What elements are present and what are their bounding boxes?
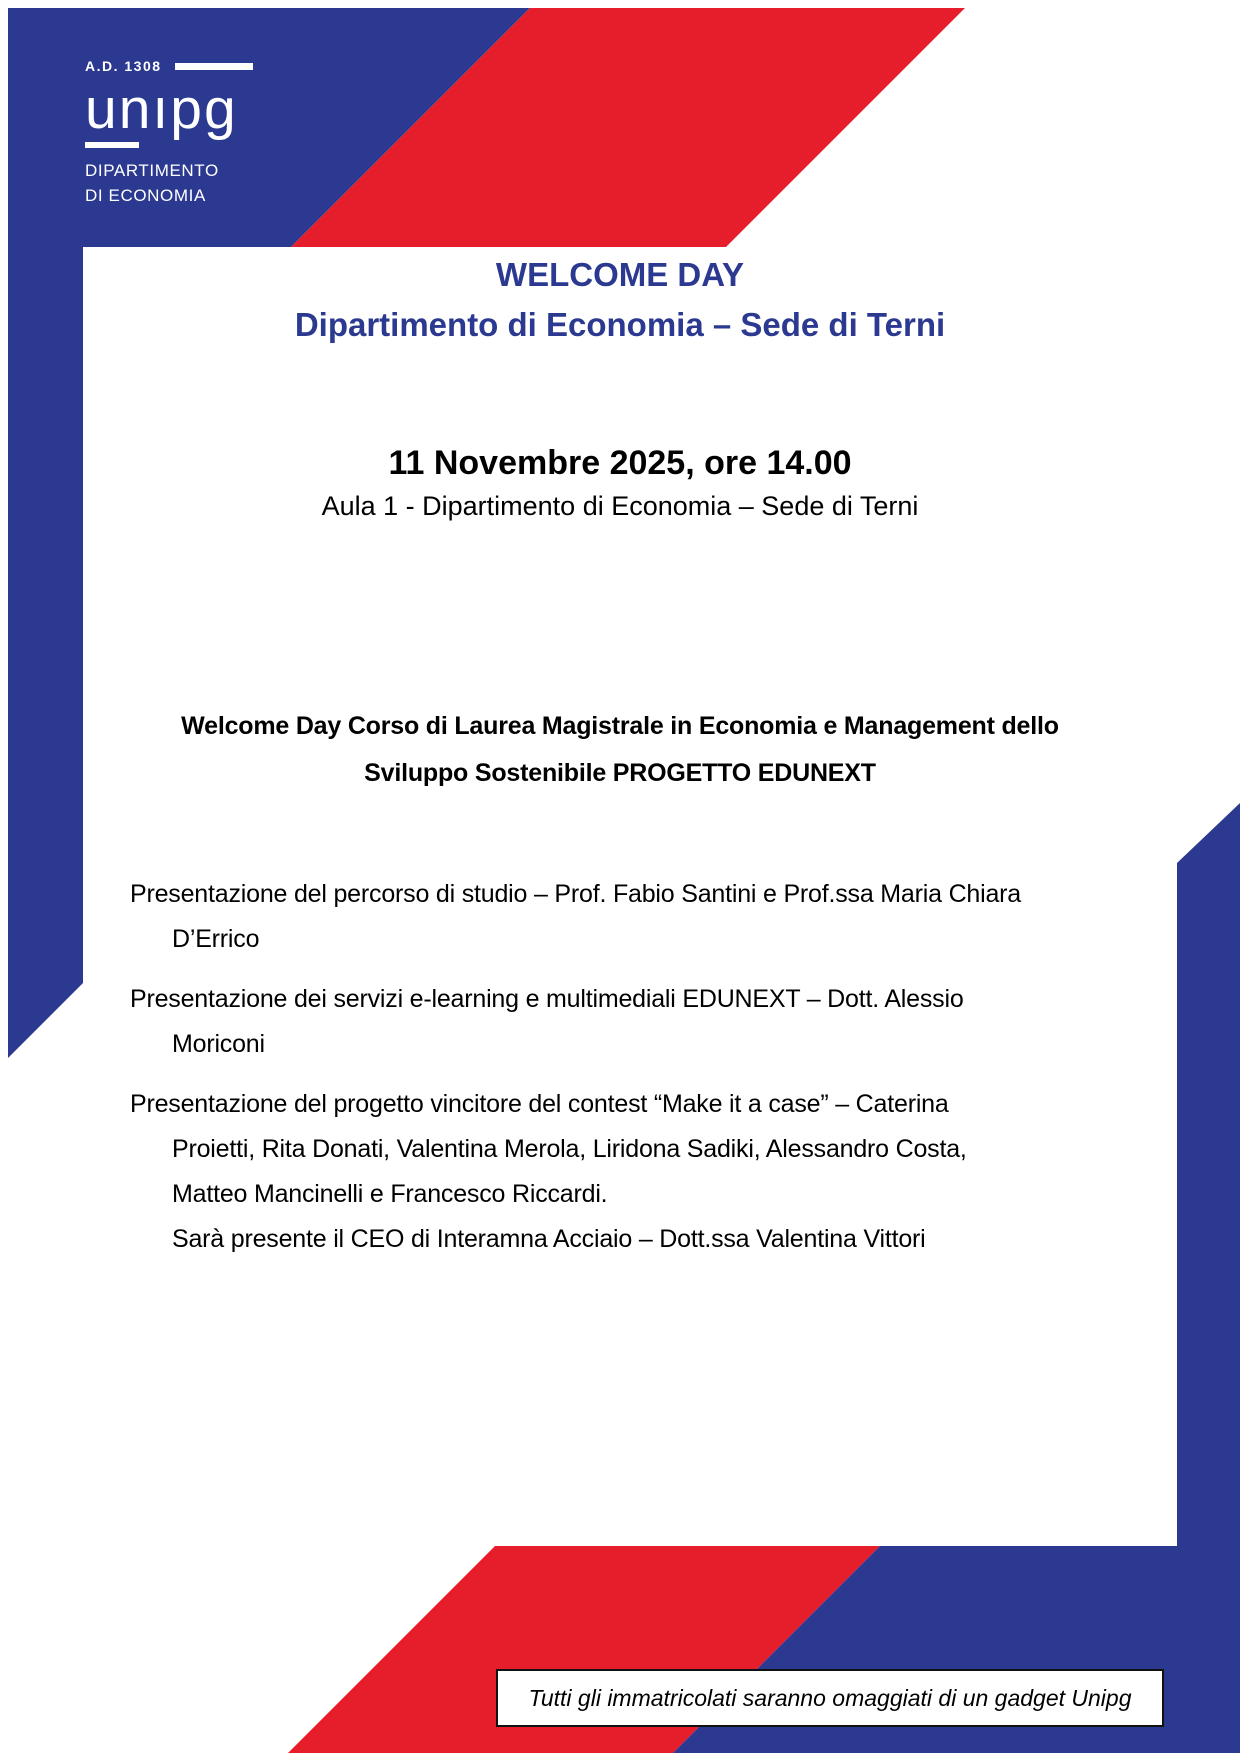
text-line: Presentazione dei servizi e-learning e multimediali EDUNEXT – Dott. Alessio [130, 985, 964, 1013]
text-line: Welcome Day Corso di Laurea Magistrale in Economia e Management dello [181, 712, 1059, 740]
logo-horizontal-bar [175, 63, 253, 70]
event-block [55, 440, 1185, 526]
text-line: Sarà presente il CEO di Interamna Acciaio – Dott.ssa Valentina Vittori [172, 1225, 926, 1253]
logo-department-line2: DI ECONOMIA [85, 186, 206, 205]
logo-era-text: A.D. 1308 [85, 58, 162, 74]
text-line: Sviluppo Sostenibile PROGETTO EDUNEXT [364, 759, 876, 787]
title-block [55, 250, 1185, 350]
footer-note-box [496, 1669, 1164, 1727]
page-subtitle: Dipartimento di Economia – Sede di Terni [294, 306, 946, 343]
text-line: Matteo Mancinelli e Francesco Riccardi. [172, 1180, 608, 1208]
logo-department-line1: DIPARTIMENTO [85, 161, 219, 180]
agenda-list [130, 872, 1050, 1277]
text-line: Moriconi [172, 1030, 265, 1058]
logo-underline [85, 142, 139, 148]
logo-era-row [85, 58, 253, 74]
event-datetime: 11 Novembre 2025, ore 14.00 [388, 444, 852, 482]
text-line: Presentazione del progetto vincitore del contest “Make it a case” – Caterina [130, 1090, 949, 1118]
event-location: Aula 1 - Dipartimento di Economia – Sede di Terni [321, 491, 919, 521]
agenda-item [130, 977, 1050, 1067]
text-line: D’Errico [172, 925, 260, 953]
logo-department [85, 158, 253, 208]
text-line: Presentazione del percorso di studio – Prof. Fabio Santini e Prof.ssa Maria Chiara [130, 880, 1022, 908]
unipg-wordmark: unıpg [85, 77, 238, 141]
text-line: Proietti, Rita Donati, Valentina Merola, Liridona Sadiki, Alessandro Costa, [172, 1135, 967, 1163]
footer-note-text: Tutti gli immatricolati saranno omaggiati di un gadget Unipg [528, 1684, 1132, 1711]
agenda-item [130, 1082, 1050, 1262]
agenda-item [130, 872, 1050, 962]
course-intro [55, 703, 1185, 797]
unipg-logo [85, 58, 253, 208]
page-title: WELCOME DAY [495, 256, 745, 293]
